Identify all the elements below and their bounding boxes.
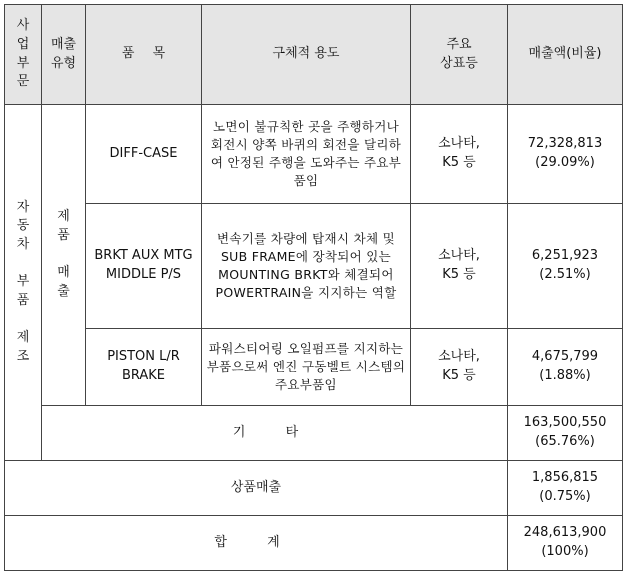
merchandise-row bbox=[5, 461, 623, 516]
total-label: 합 계 bbox=[5, 516, 508, 571]
usage-cell: 노면이 불규칙한 곳을 주행하거나 회전시 양쪽 바퀴의 회전을 달리하여 안정된 주행을 도와주는 주요부품임 bbox=[202, 105, 411, 204]
brand-cell: 소나타, K5 등 bbox=[411, 105, 508, 204]
merchandise-amount: 1,856,815 (0.75%) bbox=[508, 461, 623, 516]
other-amount: 163,500,550 (65.76%) bbox=[508, 406, 623, 461]
total-amount: 248,613,900 (100%) bbox=[508, 516, 623, 571]
table-row bbox=[5, 105, 623, 204]
division-cell: 자 동 차 부 품 제 조 bbox=[5, 105, 42, 461]
table-row bbox=[5, 204, 623, 329]
sales-type-cell: 제 품 매 출 bbox=[42, 105, 86, 406]
usage-cell: 파워스티어링 오일펌프를 지지하는 부품으로써 엔진 구동벨트 시스템의 주요부품임 bbox=[202, 329, 411, 406]
merchandise-label: 상품매출 bbox=[5, 461, 508, 516]
product-cell: PISTON L/R BRAKE bbox=[86, 329, 202, 406]
header-revenue: 매출액(비율) bbox=[508, 5, 623, 105]
other-label: 기 타 bbox=[42, 406, 508, 461]
total-row bbox=[5, 516, 623, 571]
product-cell: BRKT AUX MTG MIDDLE P/S bbox=[86, 204, 202, 329]
header-product: 품 목 bbox=[86, 5, 202, 105]
amount-cell: 6,251,923 (2.51%) bbox=[508, 204, 623, 329]
other-row bbox=[5, 406, 623, 461]
usage-cell: 변속기를 차량에 탑재시 차체 및 SUB FRAME에 장착되어 있는 MOUNTING BRKT와 체결되어 POWERTRAIN을 지지하는 역할 bbox=[202, 204, 411, 329]
header-brand: 주요 상표등 bbox=[411, 5, 508, 105]
header-row bbox=[5, 5, 623, 105]
amount-cell: 4,675,799 (1.88%) bbox=[508, 329, 623, 406]
sales-table bbox=[4, 4, 623, 571]
table-row bbox=[5, 329, 623, 406]
header-usage: 구체적 용도 bbox=[202, 5, 411, 105]
header-division: 사 업 부 문 bbox=[5, 5, 42, 105]
amount-cell: 72,328,813 (29.09%) bbox=[508, 105, 623, 204]
header-sales-type: 매출 유형 bbox=[42, 5, 86, 105]
brand-cell: 소나타, K5 등 bbox=[411, 204, 508, 329]
product-cell: DIFF-CASE bbox=[86, 105, 202, 204]
brand-cell: 소나타, K5 등 bbox=[411, 329, 508, 406]
